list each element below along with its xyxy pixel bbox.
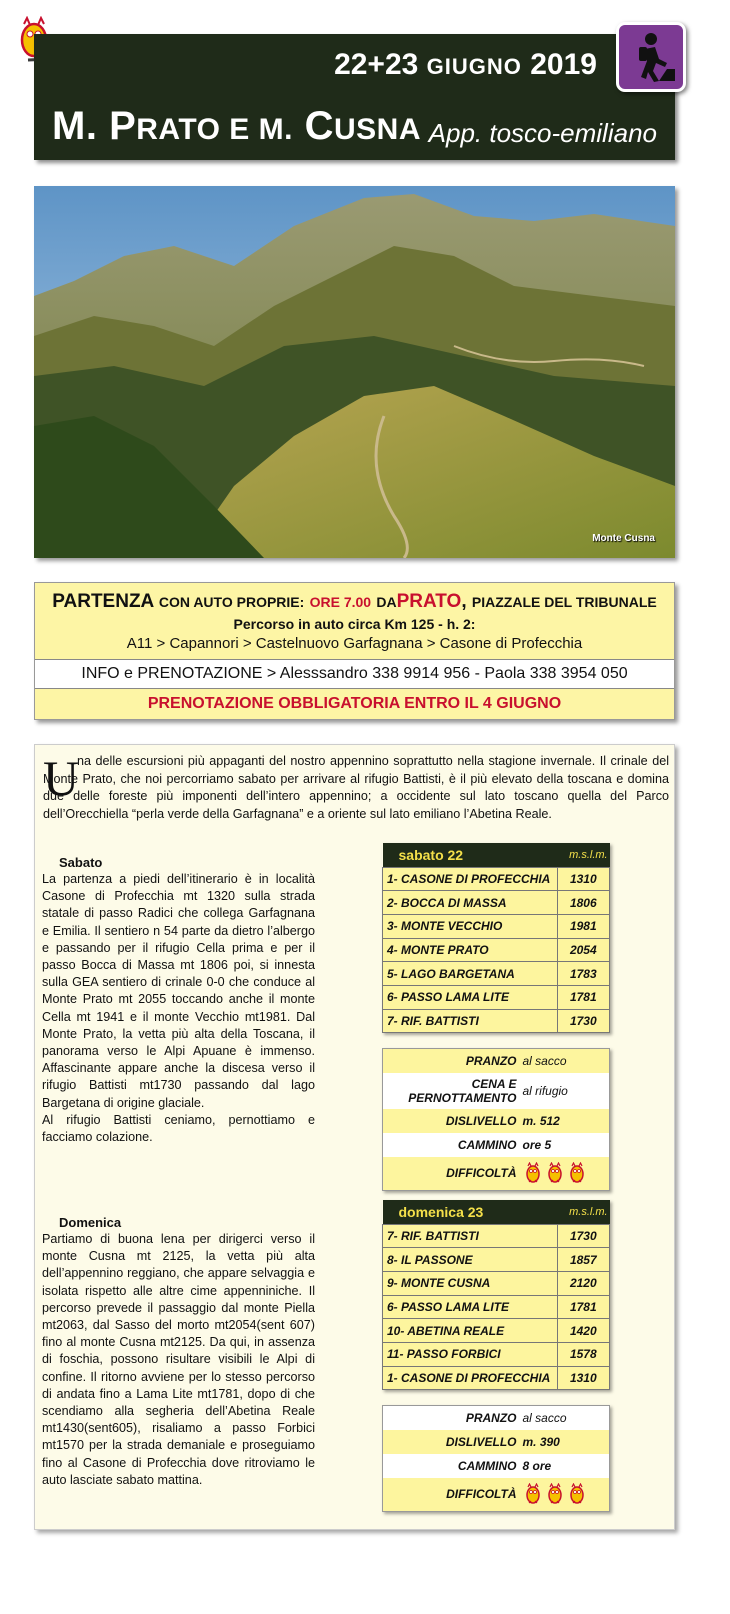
- title-part-3: RATO E M.: [136, 113, 293, 146]
- table-row: [383, 1271, 610, 1295]
- fact-value: 8 ore: [521, 1454, 610, 1478]
- departure-box: [34, 582, 675, 720]
- table-row: [383, 1049, 610, 1073]
- table-row: [383, 1248, 610, 1272]
- waypoint-name: 9- MONTE CUSNA: [383, 1271, 558, 1295]
- table-row: [383, 1319, 610, 1343]
- table-row: [383, 1133, 610, 1157]
- departure-time: ORE 7.00: [309, 594, 372, 610]
- table-row: [383, 1157, 610, 1191]
- departure-city: PRATO: [396, 591, 462, 612]
- fact-label: DISLIVELLO: [383, 1430, 521, 1454]
- booking-info: INFO e PRENOTAZIONE > Alesssandro 338 9914 956 - Paola 338 3954 050: [35, 659, 674, 689]
- saturday-heading: Sabato: [59, 855, 103, 870]
- waypoint-name: 7- RIF. BATTISTI: [383, 1009, 558, 1033]
- waypoint-name: 7- RIF. BATTISTI: [383, 1224, 558, 1248]
- table-row: [383, 1295, 610, 1319]
- saturday-paragraph-2: Al rifugio Battisti ceniamo, pernottiamo e facciamo colazione.: [42, 1112, 315, 1145]
- partenza-label: PARTENZA: [52, 591, 154, 612]
- table-row: [383, 891, 610, 915]
- event-date: [334, 48, 597, 82]
- departure-details: [35, 583, 674, 659]
- waypoint-altitude: 1310: [557, 1366, 609, 1390]
- table-row: [383, 1224, 610, 1248]
- difficulty-owl-icon: [547, 1162, 563, 1184]
- fact-label: DISLIVELLO: [383, 1109, 521, 1133]
- hiker-icon: [616, 22, 686, 92]
- table-row: [383, 1430, 610, 1454]
- fact-label: DIFFICOLTÀ: [383, 1478, 521, 1512]
- header-banner: [34, 34, 675, 160]
- difficulty-owl-icon: [525, 1483, 541, 1505]
- photo-caption: Monte Cusna: [592, 533, 655, 544]
- waypoint-altitude: 1806: [557, 891, 609, 915]
- table-row: [383, 1478, 610, 1512]
- con-auto-label: CON AUTO PROPRIE:: [158, 594, 305, 610]
- car-route-distance: Percorso in auto circa Km 125 - h. 2:: [233, 616, 476, 632]
- waypoint-name: 2- BOCCA DI MASSA: [383, 891, 558, 915]
- waypoint-altitude: 1781: [557, 985, 609, 1009]
- table-row: [383, 1109, 610, 1133]
- waypoint-name: 10- ABETINA REALE: [383, 1319, 558, 1343]
- intro-dropcap: U: [43, 750, 80, 806]
- table-row: [383, 1366, 610, 1390]
- difficulty-owl-icon: [547, 1483, 563, 1505]
- fact-label: PRANZO: [383, 1049, 521, 1073]
- saturday-route-table: [382, 843, 610, 1033]
- fact-value: m. 512: [521, 1109, 610, 1133]
- waypoint-altitude: 2054: [557, 938, 609, 962]
- fact-label: CAMMINO: [383, 1454, 521, 1478]
- altitude-unit: m.s.l.m.: [557, 1200, 609, 1224]
- waypoint-name: 8- IL PASSONE: [383, 1248, 558, 1272]
- sunday-table-title: domenica 23: [383, 1200, 558, 1224]
- waypoint-name: 11- PASSO FORBICI: [383, 1342, 558, 1366]
- waypoint-name: 6- PASSO LAMA LITE: [383, 1295, 558, 1319]
- difficulty-owl-icon: [569, 1483, 585, 1505]
- saturday-table-title: sabato 22: [383, 843, 558, 867]
- sunday-route-table: [382, 1200, 610, 1390]
- table-row: [383, 1342, 610, 1366]
- difficulty-rating: [521, 1478, 610, 1512]
- table-row: [383, 1454, 610, 1478]
- fact-value: al rifugio: [521, 1073, 610, 1109]
- booking-deadline: PRENOTAZIONE OBBLIGATORIA ENTRO IL 4 GIUGNO: [35, 689, 674, 719]
- title-part-2: P: [109, 104, 137, 148]
- sunday-facts-table: [382, 1405, 610, 1512]
- intro-text: na delle escursioni più appaganti del nostro appennino soprattutto nella stagione invernale. Il crinale del Monte Prato, che noi percorriamo sabato per arrivare al rifugio Battisti, è il più elevato della toscana e domina due delle foreste più imponenti dell’intero appennino; a occidente sul lato toscano quella del Parco dell’Orecchiella “perla verde della Garfagnana” e a oriente sul lato emiliano l’Abetina Reale.: [43, 754, 669, 821]
- sunday-heading: Domenica: [59, 1215, 122, 1230]
- fact-label: DIFFICOLTÀ: [383, 1157, 521, 1191]
- table-row: [383, 914, 610, 938]
- difficulty-owl-icon: [525, 1162, 541, 1184]
- waypoint-altitude: 1578: [557, 1342, 609, 1366]
- date-days: 22+23: [334, 48, 419, 81]
- fact-label: PRANZO: [383, 1406, 521, 1430]
- table-row: [383, 1073, 610, 1109]
- title-part-5: USNA: [334, 113, 422, 146]
- table-row: [383, 985, 610, 1009]
- waypoint-altitude: 2120: [557, 1271, 609, 1295]
- sunday-text: Partiamo di buona lena per dirigerci verso il monte Cusna mt 2125, la vetta più alta dell’appennino reggiano, che appare selvaggia e isolata rispetto alle altre cime appenniniche. Il percorso prevede il passaggio dal monte Piella mt2063, dal Sasso del morto mt2054(sent 607) fino al monte Cusna mt2125. Da qui, in assenza di foschia, possono risultare visibili le Alpi di confine. Il ritorno avviene per lo stesso percorso di andata fino a Lama Lite mt1781, dopo di che scendiamo alla segheria dell’Abetina Reale mt1430(sent605), risaliamo a passo Forbici mt1570 per la strada demaniale e proseguiamo fino al Casone di Profecchia dove ritroviamo le auto lasciate sabato mattina.: [42, 1232, 315, 1487]
- waypoint-altitude: 1781: [557, 1295, 609, 1319]
- altitude-unit: m.s.l.m.: [557, 843, 609, 867]
- fact-value: al sacco: [521, 1406, 610, 1430]
- fact-label: CAMMINO: [383, 1133, 521, 1157]
- waypoint-name: 3- MONTE VECCHIO: [383, 914, 558, 938]
- waypoint-name: 5- LAGO BARGETANA: [383, 962, 558, 986]
- waypoint-name: 1- CASONE DI PROFECCHIA: [383, 867, 558, 891]
- mountain-photo: [34, 186, 675, 558]
- table-row: [383, 1009, 610, 1033]
- departure-place: PIAZZALE DEL TRIBUNALE: [471, 594, 657, 610]
- page-title: [52, 104, 421, 149]
- waypoint-altitude: 1783: [557, 962, 609, 986]
- description-panel: [34, 744, 675, 1530]
- waypoint-altitude: 1857: [557, 1248, 609, 1272]
- fact-label: CENA E PERNOTTAMENTO: [383, 1073, 521, 1109]
- title-part-1: M.: [52, 104, 98, 148]
- departure-line: PARTENZA CON AUTO PROPRIE: ORE 7.00 DAPRATO, PIAZZALE DEL TRIBUNALE: [52, 591, 657, 612]
- fact-value: ore 5: [521, 1133, 610, 1157]
- da-label: DA: [376, 594, 397, 610]
- waypoint-altitude: 1730: [557, 1009, 609, 1033]
- date-month: GIUGNO: [426, 54, 522, 79]
- saturday-paragraph-1: La partenza a piedi dell’itinerario è in località Casone di Profecchia mt 1320 sulla strada statale di passo Radici che collega Garfagnana e Emilia. Il sentiero n 54 parte da dietro l’albergo e passando per il rifugio Cella prima e per il passo Bocca di Massa mt 1806 poi, si innesta sulla GEA sentiero di crinale 0-0 che conduce al Monte Prato mt 2055 toccando anche il monte Cella mt 1941 e il monte Vecchio mt1981. Dal Monte Prato, la vetta più alta della Toscana, il panorama verso le Alpi Apuane è immenso. Affascinante appare anche la discesa verso il rifugio Battisti mt1730 passando dal lago Bargetana di origine glaciale.: [42, 872, 315, 1110]
- car-route: A11 > Capannori > Castelnuovo Garfagnana > Casone di Profecchia: [126, 635, 583, 652]
- waypoint-altitude: 1730: [557, 1224, 609, 1248]
- waypoint-altitude: 1310: [557, 867, 609, 891]
- table-row: [383, 962, 610, 986]
- difficulty-rating: [521, 1157, 610, 1191]
- saturday-facts-table: [382, 1048, 610, 1191]
- page-subtitle: App. tosco-emiliano: [428, 118, 657, 148]
- table-row: [383, 1406, 610, 1430]
- date-year: 2019: [530, 48, 597, 81]
- table-row: [383, 867, 610, 891]
- waypoint-altitude: 1420: [557, 1319, 609, 1343]
- difficulty-owl-icon: [569, 1162, 585, 1184]
- fact-value: al sacco: [521, 1049, 610, 1073]
- fact-value: m. 390: [521, 1430, 610, 1454]
- saturday-text: [42, 871, 315, 1146]
- waypoint-altitude: 1981: [557, 914, 609, 938]
- waypoint-name: 6- PASSO LAMA LITE: [383, 985, 558, 1009]
- table-row: [383, 938, 610, 962]
- waypoint-name: 1- CASONE DI PROFECCHIA: [383, 1366, 558, 1390]
- waypoint-name: 4- MONTE PRATO: [383, 938, 558, 962]
- title-part-4: C: [304, 104, 334, 148]
